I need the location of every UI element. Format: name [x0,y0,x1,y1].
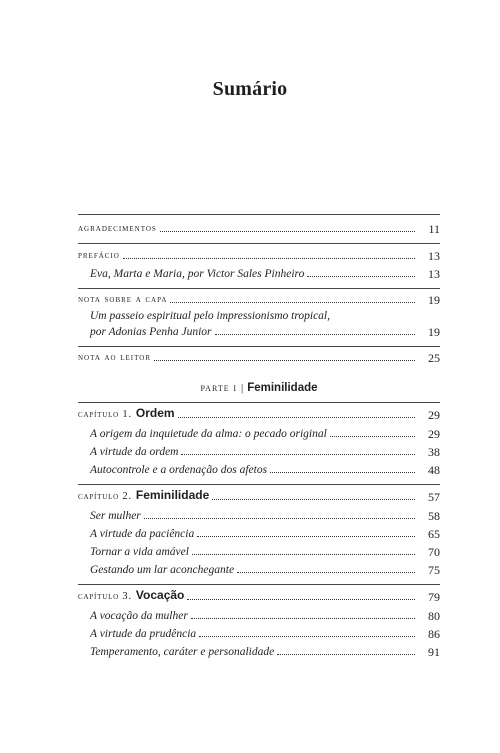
toc-entry-nota-capa-sub[interactable] [78,322,440,340]
toc-entry-nota-capa[interactable] [78,290,440,308]
part-heading[interactable] [78,382,440,394]
dot-leader [277,654,415,655]
toc-entry-label: A virtude da ordem [90,446,179,458]
dot-leader [144,518,415,519]
toc-entry-chapter-2-item-3[interactable] [78,542,440,560]
toc-entry-label: A virtude da prudência [90,628,197,640]
divider [78,214,440,215]
dot-leader [187,599,415,600]
toc-entry-label: Eva, Marta e Maria, por Victor Sales Pinheiro [90,268,305,280]
toc-entry-page: 75 [428,563,440,577]
toc-entry-label: Autocontrole e a ordenação dos afetos [90,464,268,476]
toc-entry-label: A origem da inquietude da alma: o pecado original [90,428,327,440]
toc-entry-page: 65 [428,527,440,541]
dot-leader [237,572,415,573]
toc-entry-page: 70 [428,545,440,559]
dot-leader [170,302,415,303]
toc-entry-page: 57 [428,490,440,504]
toc-entry-page: 79 [428,590,440,604]
toc-entry-chapter-2[interactable] [78,487,440,505]
chapter-title: Feminilidade [135,488,210,502]
toc-entry-chapter-3[interactable] [78,587,440,605]
dot-leader [199,636,415,637]
part-number: parte i [200,382,238,394]
dot-leader [215,334,416,335]
toc-entry-prefacio[interactable] [78,246,440,264]
chapter-title: Vocação [135,588,185,602]
toc-entry-label: Gestando um lar aconchegante [90,564,235,576]
toc-entry-nota-capa-sub-line1: Um passeio espiritual pelo impressionismo tropical, [90,310,331,322]
toc-entry-page: 29 [428,408,440,422]
dot-leader [160,231,415,232]
toc-entry-label: Temperamento, caráter e personalidade [90,646,275,658]
chapter-prefix: capítulo 1. [78,409,132,420]
toc-entry-page: 13 [428,267,440,281]
toc-entry-chapter-2-item-1[interactable] [78,506,440,524]
chapter-title: Ordem [135,406,175,420]
toc-entry-page: 19 [428,293,440,307]
dot-leader [192,554,415,555]
dot-leader [178,417,415,418]
toc-entry-chapter-1-item-1[interactable] [78,424,440,442]
divider [78,402,440,403]
toc-entry-chapter-3-item-1[interactable] [78,606,440,624]
toc-entry-page: 86 [428,627,440,641]
toc-entry-chapter-2-item-4[interactable] [78,560,440,578]
toc-entry-page: 25 [428,351,440,365]
toc-entry-page: 48 [428,463,440,477]
toc-entry-label: nota sobre a capa [78,294,168,305]
divider [78,288,440,289]
toc-entry-chapter-2-item-2[interactable] [78,524,440,542]
toc-entry-page: 19 [428,325,440,339]
toc-entry-label: A vocação da mulher [90,610,188,622]
toc-entry-chapter-1-item-3[interactable] [78,460,440,478]
toc-entry-label: Ser mulher [90,510,141,522]
toc-entry-nota-leitor[interactable] [78,348,440,366]
dot-leader [330,436,415,437]
dot-leader [123,258,415,259]
dot-leader [181,454,415,455]
divider [78,243,440,244]
toc-entry-page: 38 [428,445,440,459]
toc-entry-label: A virtude da paciência [90,528,195,540]
toc-entry-page: 29 [428,427,440,441]
toc-entry-chapter-1[interactable] [78,405,440,423]
page-title: Sumário [212,78,288,100]
part-name: Feminilidade [247,382,318,394]
divider [78,584,440,585]
divider [78,346,440,347]
dot-leader [212,499,415,500]
toc-entry-chapter-3-item-2[interactable] [78,624,440,642]
toc-entry-label: por Adonias Penha Junior [90,326,212,338]
toc-entry-page: 80 [428,609,440,623]
chapter-prefix: capítulo 3. [78,591,132,602]
chapter-prefix: capítulo 2. [78,491,132,502]
toc-entry-label: agradecimentos [78,223,157,234]
toc-entry-page: 58 [428,509,440,523]
chapter-heading [78,588,184,605]
divider [78,484,440,485]
toc-entry-agradecimentos[interactable] [78,219,440,237]
toc-entry-label: Tornar a vida amável [90,546,189,558]
part-separator: | [241,382,244,394]
dot-leader [154,360,415,361]
toc-entry-chapter-3-item-3[interactable] [78,642,440,660]
toc-entry-prefacio-sub[interactable] [78,264,440,282]
dot-leader [307,276,415,277]
toc-entry-label: nota ao leitor [78,352,151,363]
toc-entry-chapter-1-item-2[interactable] [78,442,440,460]
dot-leader [191,618,415,619]
chapter-heading [78,488,209,505]
toc-entry-page: 91 [428,645,440,659]
dot-leader [197,536,415,537]
chapter-heading [78,406,175,423]
dot-leader [270,472,415,473]
toc-entry-label: prefácio [78,250,120,261]
toc-entry-page: 11 [428,222,440,236]
toc-entry-page: 13 [428,249,440,263]
